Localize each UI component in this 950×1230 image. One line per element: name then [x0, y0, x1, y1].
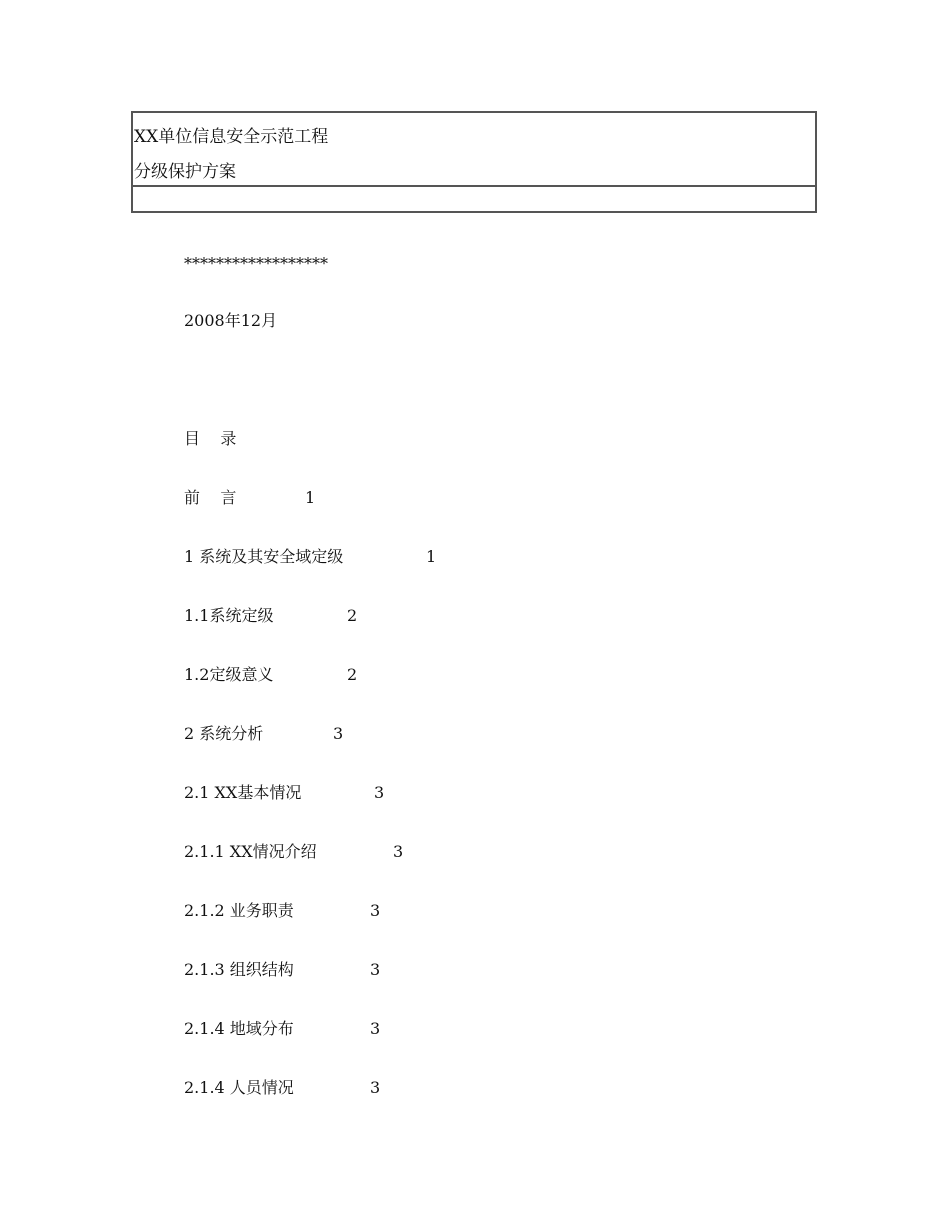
- toc-heading: 目 录: [184, 429, 237, 448]
- toc-item-label: 2.1.3 组织结构: [184, 960, 294, 979]
- toc-item-page: 1: [426, 547, 437, 566]
- toc-item-page: 3: [370, 960, 381, 979]
- author-placeholder: ******************: [184, 254, 328, 273]
- toc-item[interactable]: [184, 782, 385, 804]
- toc-item[interactable]: [184, 605, 358, 627]
- toc-item[interactable]: [184, 900, 381, 922]
- toc-item[interactable]: [184, 487, 316, 509]
- title-table: [131, 111, 817, 213]
- toc-item-page: 3: [374, 783, 385, 802]
- toc-item-label: 1.1系统定级: [184, 606, 274, 625]
- toc-item-label: 1.2定级意义: [184, 665, 274, 684]
- toc-item[interactable]: [184, 1018, 381, 1040]
- toc-item[interactable]: [184, 546, 437, 568]
- document-title-line2: 分级保护方案: [134, 162, 236, 182]
- toc-item-label: 2.1.2 业务职责: [184, 901, 294, 920]
- toc-item[interactable]: [184, 841, 404, 863]
- title-cell: [133, 113, 815, 187]
- toc-item-label: 2.1.1 XX情况介绍: [184, 842, 317, 861]
- toc-item-page: 3: [370, 901, 381, 920]
- toc-item-page: 2: [347, 606, 358, 625]
- toc-item-label: 1 系统及其安全域定级: [184, 547, 344, 566]
- toc-item[interactable]: [184, 1077, 381, 1099]
- toc-item-label: 2 系统分析: [184, 724, 264, 743]
- toc-item-label: 2.1 XX基本情况: [184, 783, 302, 802]
- document-title-line1: XX单位信息安全示范工程: [134, 127, 329, 147]
- toc-item[interactable]: [184, 723, 344, 745]
- toc-item-page: 1: [305, 488, 316, 507]
- toc-item-page: 2: [347, 665, 358, 684]
- toc-item[interactable]: [184, 664, 358, 686]
- toc-item-page: 3: [370, 1019, 381, 1038]
- toc-item-label: 前 言: [184, 488, 237, 507]
- toc-item-page: 3: [333, 724, 344, 743]
- document-date: 2008年12月: [184, 311, 278, 330]
- toc-item-label: 2.1.4 地域分布: [184, 1019, 294, 1038]
- toc-item-page: 3: [393, 842, 404, 861]
- toc-item-page: 3: [370, 1078, 381, 1097]
- toc-item-label: 2.1.4 人员情况: [184, 1078, 294, 1097]
- toc-item[interactable]: [184, 959, 381, 981]
